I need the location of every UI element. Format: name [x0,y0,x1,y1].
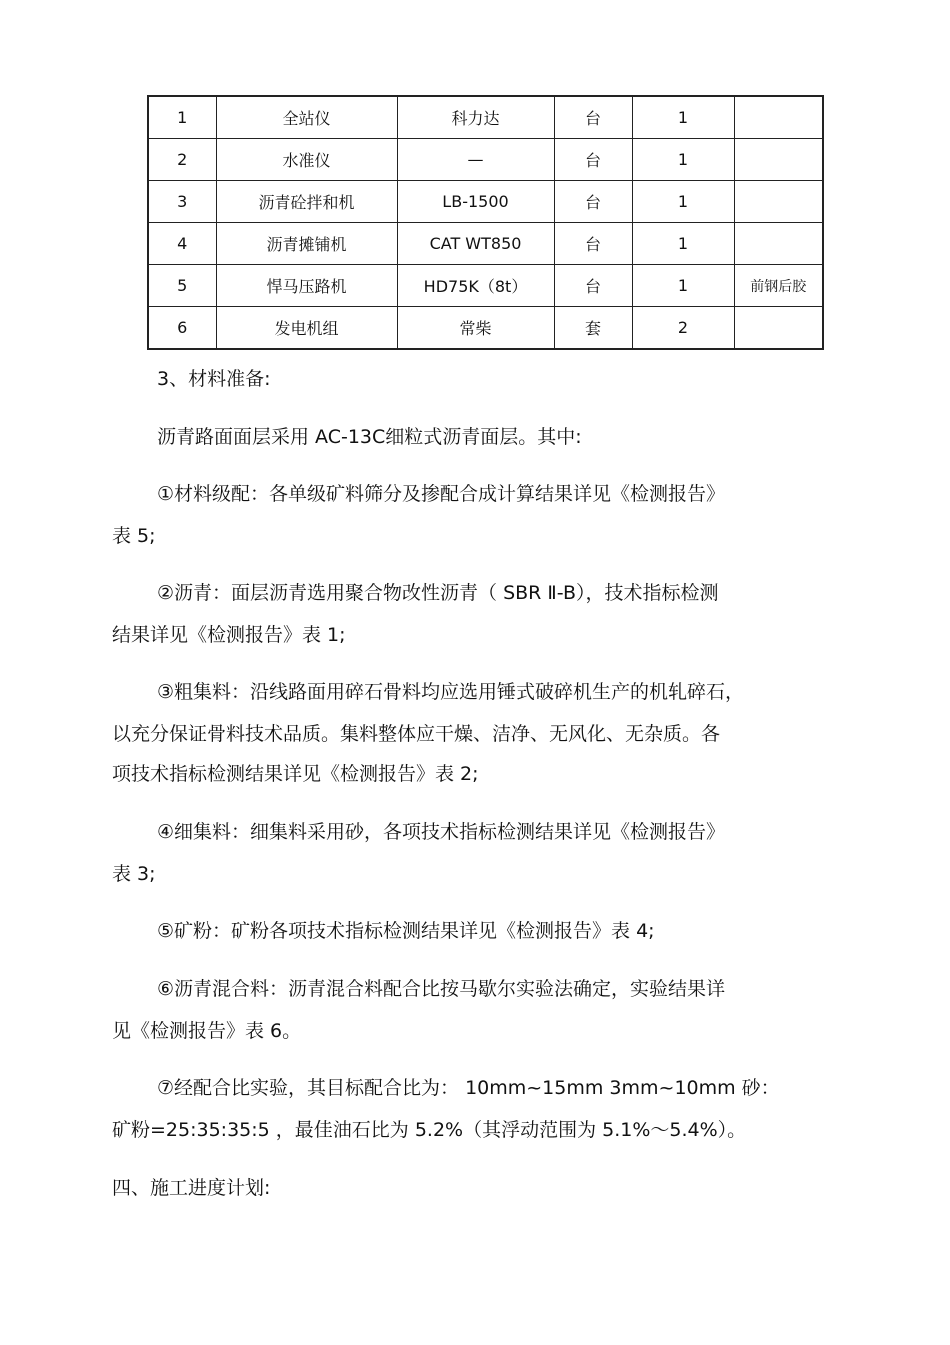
paragraph-mixture-line1: ⑥沥青混合料：沥青混合料配合比按马歇尔实验法确定，实验结果详 [157,978,726,1000]
table-cell-unit: 台 [554,265,632,307]
paragraph-coarse-line3: 项技术指标检测结果详见《检测报告》表 2; [112,763,479,785]
table-cell-name: 发电机组 [216,307,397,350]
table-row [148,307,823,350]
table-cell-name: 全站仪 [216,96,397,139]
table-cell-qty: 1 [632,139,734,181]
table-cell-name: 水准仪 [216,139,397,181]
paragraph-gradation-line2: 表 5; [112,525,156,547]
table-cell-note [734,139,823,181]
table-cell-qty: 1 [632,265,734,307]
table-row [148,223,823,265]
paragraph-fine-line1: ④细集料：细集料采用砂，各项技术指标检测结果详见《检测报告》 [157,821,726,843]
paragraph-filler-line1: ⑤矿粉：矿粉各项技术指标检测结果详见《检测报告》表 4; [157,920,655,942]
table-cell-no: 1 [148,96,216,139]
table-cell-no: 6 [148,307,216,350]
table-cell-qty: 1 [632,223,734,265]
table-cell-name: 沥青砼拌和机 [216,181,397,223]
table-cell-note: 前钢后胶 [734,265,823,307]
table-cell-unit: 台 [554,181,632,223]
table-cell-qty: 1 [632,96,734,139]
paragraph-mix-ratio-line1: ⑦经配合比实验，其目标配合比为： 10mm~15mm 3mm~10mm 砂： [157,1077,780,1099]
paragraph-asphalt-line2: 结果详见《检测报告》表 1; [112,624,346,646]
table-cell-model: HD75K（8t） [397,265,554,307]
table-cell-no: 2 [148,139,216,181]
table-cell-model: 常柴 [397,307,554,350]
table-row [148,265,823,307]
table-cell-unit: 台 [554,96,632,139]
table-cell-name: 悍马压路机 [216,265,397,307]
table-cell-model: CAT WT850 [397,223,554,265]
table-cell-qty: 2 [632,307,734,350]
table-cell-unit: 台 [554,223,632,265]
table-row [148,139,823,181]
paragraph-mix-ratio-line2: 矿粉=25:35:35:5 ，最佳油石比为 5.2%（其浮动范围为 5.1%～5.4%）。 [112,1119,747,1141]
table-cell-qty: 1 [632,181,734,223]
table-row [148,96,823,139]
schedule-heading: 四、施工进度计划: [112,1177,271,1199]
table-cell-model: LB-1500 [397,181,554,223]
table-cell-note [734,223,823,265]
table-cell-note [734,307,823,350]
table-cell-note [734,96,823,139]
table-cell-no: 3 [148,181,216,223]
table-row [148,181,823,223]
table-cell-note [734,181,823,223]
table-cell-model: 科力达 [397,96,554,139]
table-cell-unit: 台 [554,139,632,181]
table-cell-name: 沥青摊铺机 [216,223,397,265]
paragraph-coarse-line2: 以充分保证骨料技术品质。集料整体应干燥、洁净、无风化、无杂质。各 [112,723,721,745]
paragraph-mixture-line2: 见《检测报告》表 6。 [112,1020,302,1042]
paragraph-gradation-line1: ①材料级配：各单级矿料筛分及掺配合成计算结果详见《检测报告》 [157,483,726,505]
materials-heading: 3、材料准备: [157,368,271,390]
table-cell-model: — [397,139,554,181]
paragraph-fine-line2: 表 3; [112,863,156,885]
table-cell-no: 4 [148,223,216,265]
paragraph-coarse-line1: ③粗集料：沿线路面用碎石骨料均应选用锤式破碎机生产的机轧碎石， [157,681,745,703]
paragraph-intro: 沥青路面面层采用 AC-13C细粒式沥青面层。其中: [157,426,582,448]
paragraph-asphalt-line1: ②沥青：面层沥青选用聚合物改性沥青（ SBR Ⅱ-B），技术指标检测 [157,582,719,604]
table-cell-unit: 套 [554,307,632,350]
table-cell-no: 5 [148,265,216,307]
equipment-table [147,95,824,350]
